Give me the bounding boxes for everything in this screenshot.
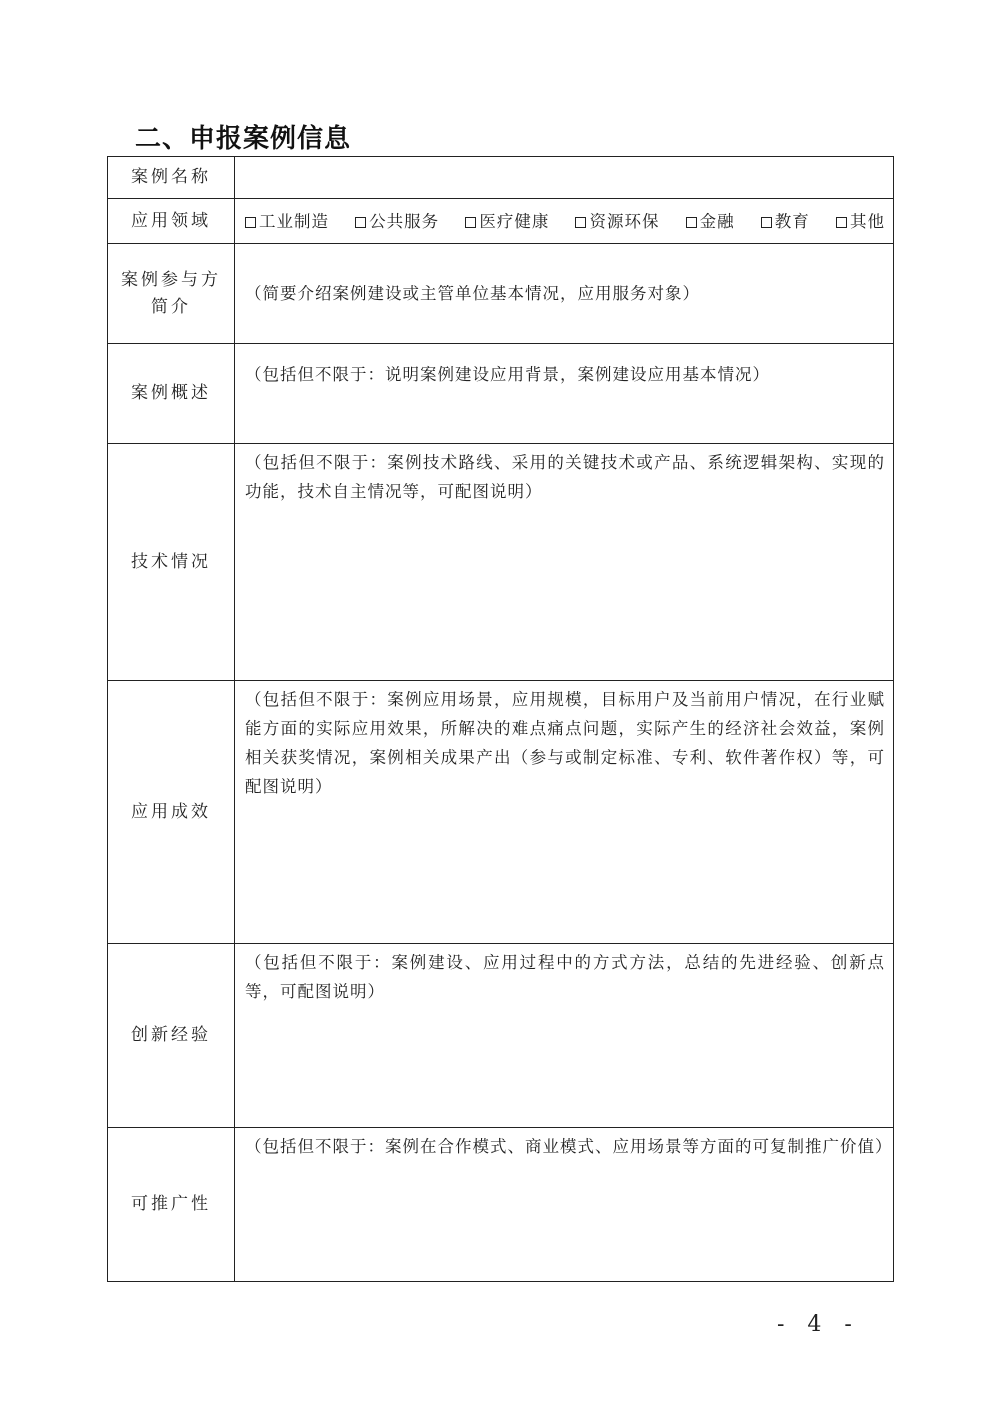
- option-industrial[interactable]: 工业制造: [245, 207, 329, 236]
- case-name-field[interactable]: [235, 157, 894, 199]
- tech-field[interactable]: [235, 444, 894, 681]
- checkbox-icon[interactable]: [465, 217, 476, 228]
- promotion-field[interactable]: [235, 1128, 894, 1282]
- label-promotion: 可推广性: [108, 1128, 235, 1282]
- row-innovation: [108, 944, 894, 1128]
- label-innovation: 创新经验: [108, 944, 235, 1128]
- option-public-service[interactable]: 公共服务: [355, 207, 439, 236]
- option-environment[interactable]: 资源环保: [575, 207, 659, 236]
- row-promotion: [108, 1128, 894, 1282]
- option-education[interactable]: 教育: [761, 207, 810, 236]
- case-info-form: [107, 156, 894, 1282]
- checkbox-icon[interactable]: [575, 217, 586, 228]
- label-tech: 技术情况: [108, 444, 235, 681]
- results-field[interactable]: [235, 681, 894, 944]
- checkbox-icon[interactable]: [761, 217, 772, 228]
- innovation-field[interactable]: [235, 944, 894, 1128]
- participants-field[interactable]: [235, 244, 894, 344]
- row-application-field: [108, 199, 894, 244]
- application-field-options: [235, 199, 894, 244]
- label-participants: 案例参与方 简介: [108, 244, 235, 344]
- label-case-name: 案例名称: [108, 157, 235, 199]
- row-case-name: [108, 157, 894, 199]
- label-results: 应用成效: [108, 681, 235, 944]
- overview-hint: （包括但不限于：说明案例建设应用背景，案例建设应用基本情况）: [245, 365, 770, 384]
- option-healthcare[interactable]: 医疗健康: [465, 207, 549, 236]
- promotion-hint: （包括但不限于：案例在合作模式、商业模式、应用场景等方面的可复制推广价值）: [245, 1137, 893, 1156]
- results-hint: （包括但不限于：案例应用场景，应用规模，目标用户及当前用户情况，在行业赋能方面的实际应用效果，所解决的难点痛点问题，实际产生的经济社会效益，案例相关获奖情况，案例相关成果产出（参与或制定标准、专利、软件著作权）等，可配图说明）: [245, 690, 885, 796]
- checkbox-icon[interactable]: [686, 217, 697, 228]
- checkbox-icon[interactable]: [245, 217, 256, 228]
- row-overview: [108, 344, 894, 444]
- participants-hint: （简要介绍案例建设或主管单位基本情况，应用服务对象）: [245, 284, 700, 303]
- label-application-field: 应用领域: [108, 199, 235, 244]
- option-finance[interactable]: 金融: [686, 207, 735, 236]
- row-participants: [108, 244, 894, 344]
- tech-hint: （包括但不限于：案例技术路线、采用的关键技术或产品、系统逻辑架构、实现的功能，技术自主情况等，可配图说明）: [245, 453, 885, 501]
- page-number: - 4 -: [777, 1312, 860, 1337]
- checkbox-icon[interactable]: [836, 217, 847, 228]
- option-other[interactable]: 其他: [836, 207, 885, 236]
- row-tech: [108, 444, 894, 681]
- overview-field[interactable]: [235, 344, 894, 444]
- label-overview: 案例概述: [108, 344, 235, 444]
- innovation-hint: （包括但不限于：案例建设、应用过程中的方式方法，总结的先进经验、创新点等，可配图说明）: [245, 953, 885, 1001]
- checkbox-icon[interactable]: [355, 217, 366, 228]
- row-results: [108, 681, 894, 944]
- section-title: 二、申报案例信息: [135, 124, 352, 154]
